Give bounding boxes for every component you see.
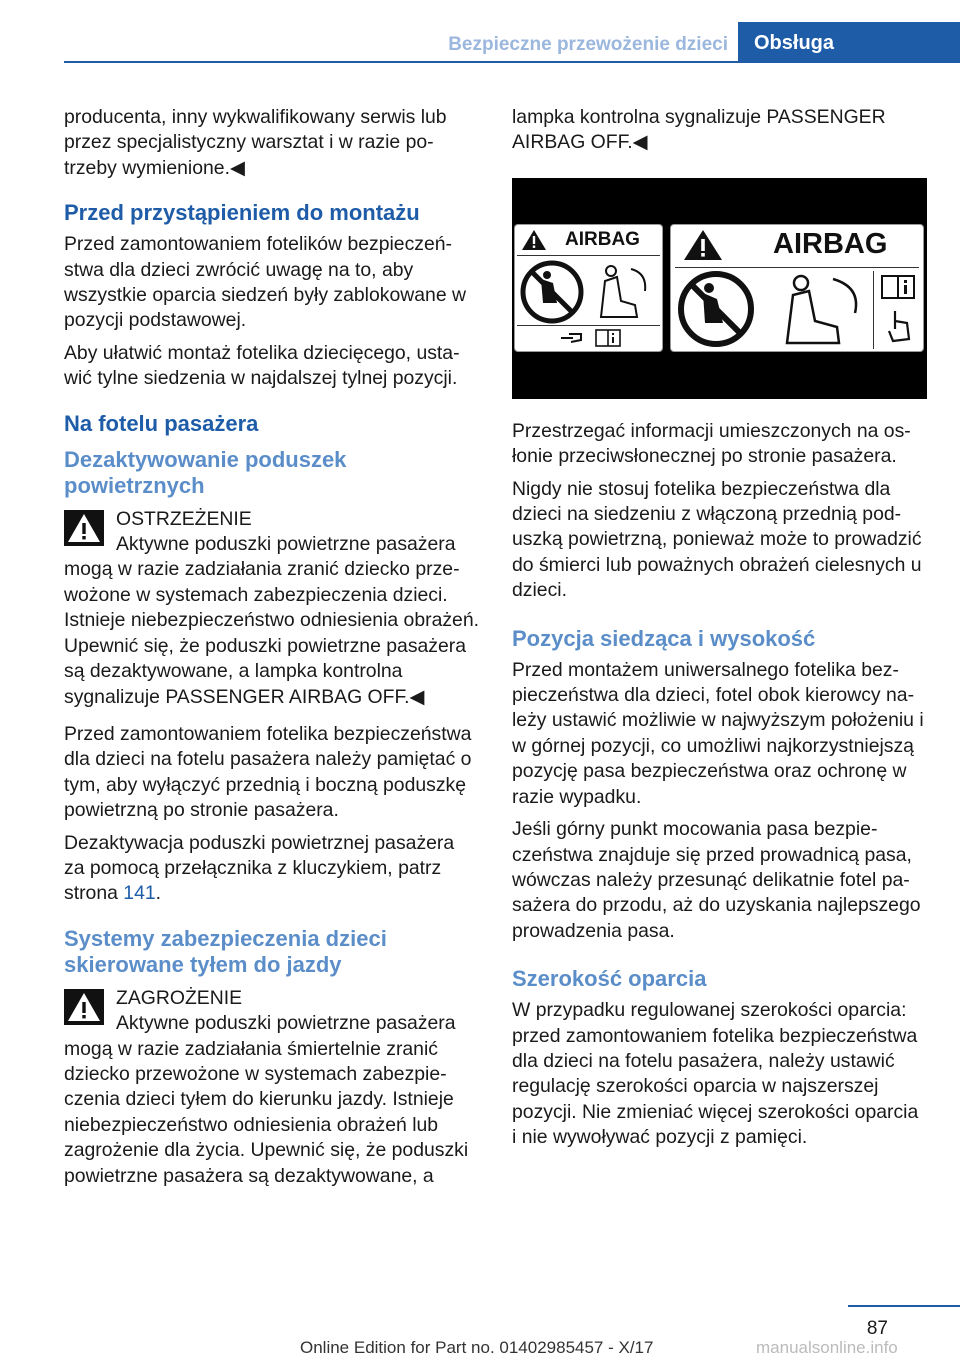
heading-deactivate-airbags: Dezaktywowanie poduszek powietrznych	[64, 446, 347, 498]
danger-title: ZAGROŻENIE	[116, 986, 243, 1009]
paragraph: Przed montażem uniwersalnego fotelika bezpieczeństwa dla dzieci, fotel obok kierowcy należy ustawić możliwie w najwyższym położeniu i w górnej pozycji, co umożliwi najkorzystniejszą pozycję pasa bezpieczeństwa oraz ochronę w razie wypadku.	[512, 658, 924, 808]
page-link[interactable]: 141	[123, 882, 156, 905]
paragraph	[64, 831, 479, 907]
warning-text: Aktywne poduszki powietrzne pasażera mogą w razie zadziałania zranić dziecko przewożone w systemach zabezpieczenia dzieci. Istnieje niebezpieczeństwo odniesienia obrażeń. Upewnić się, że poduszki powietrzne pasażera są dezaktywowane, a lampka kontrolna sygnalizuje PASSENGER AIRBAG OFF.◀	[64, 533, 480, 708]
airbag-label-small	[514, 224, 663, 352]
warning-triangle-icon	[521, 229, 547, 251]
page-number: 87	[866, 1318, 888, 1339]
paragraph: Jeśli górny punkt mocowania pasa bezpieczeństwa znajduje się przed prowadnicą pasa, wówczas należy przesunąć delikatnie fotel pasażera do przodu, aż do uzyskania najlepszego prowadzenia pasa.	[512, 818, 921, 942]
footer-rule	[848, 1305, 960, 1307]
airbag-label-large	[670, 224, 924, 352]
heading-before-mounting: Przed przystąpieniem do montażu	[64, 200, 420, 226]
paragraph: Nigdy nie stosuj fotelika bezpieczeństwa dla dzieci na siedzeniu z włączoną przednią poduszką powietrzną, ponieważ może to prowadzić do śmierci lub poważnych obrażeń cielesnych u dzieci.	[512, 477, 922, 602]
header-rule	[64, 61, 960, 63]
warning-title: OSTRZEŻENIE	[116, 507, 252, 530]
right-column	[512, 105, 927, 1158]
airbag-label-title: AIRBAG	[773, 227, 888, 260]
warning-box	[64, 507, 479, 710]
heading-passenger-seat: Na fotelu pasażera	[64, 410, 259, 436]
manual-book-icon	[595, 329, 621, 347]
heading-rear-facing-systems: Systemy zabezpieczenia dzieci skierowane tyłem do jazdy	[64, 925, 387, 977]
watermark: manualsonline.info	[756, 1338, 898, 1357]
paragraph: Przestrzegać informacji umieszczonych na osłonie przeciwsłonecznej po stronie pasażera.	[512, 419, 911, 468]
paragraph: producenta, inny wykwalifikowany serwis lub przez specjalistyczny warsztat i w razie potrzeby wymienione.◀	[64, 106, 447, 179]
paragraph: Aby ułatwić montaż fotelika dziecięcego, ustawić tylne siedzenia w najdalszej tylnej pozycji.	[64, 341, 460, 390]
section-tab[interactable]: Obsługa	[738, 22, 960, 62]
no-rear-facing-seat-icon	[519, 259, 585, 325]
period: .	[155, 882, 162, 905]
airbag-seat-icon	[771, 271, 867, 349]
pointing-hand-icon	[885, 309, 913, 343]
heading-backrest-width: Szerokość oparcia	[512, 966, 707, 992]
airbag-seat-icon	[591, 261, 655, 323]
manual-book-icon	[881, 275, 915, 299]
warning-triangle-icon	[64, 510, 104, 546]
paragraph: lampka kontrolna sygnalizuje PASSENGER AIRBAG OFF.◀	[512, 106, 886, 154]
paragraph: Przed zamontowaniem fotelików bezpieczeństwa dla dzieci zwrócić uwagę na to, aby wszystkie oparcia siedzeń były zablokowane w pozycji podstawowej.	[64, 233, 467, 332]
chapter-title: Bezpieczne przewożenie dzieci	[448, 34, 728, 55]
danger-box	[64, 986, 479, 1189]
heading-seat-position: Pozycja siedząca i wysokość	[512, 625, 816, 651]
pointing-hand-icon	[559, 330, 583, 346]
warning-triangle-icon	[683, 229, 723, 261]
no-rear-facing-seat-icon	[675, 269, 757, 349]
edition-text: Online Edition for Part no. 01402985457 - X/17	[300, 1338, 654, 1357]
warning-triangle-icon	[64, 989, 104, 1025]
left-column	[64, 105, 479, 1201]
paragraph-text: Dezaktywacja poduszki powietrznej pasażera za pomocą przełącznika z kluczykiem, patrz strona	[64, 831, 455, 905]
airbag-label-title: AIRBAG	[565, 228, 640, 250]
airbag-warning-label-illustration	[512, 178, 927, 399]
paragraph: W przypadku regulowanej szerokości oparcia: przed zamontowaniem fotelika bezpieczeństwa dla dzieci na fotelu pasażera, należy ustawić regulację szerokości oparcia w najszerszej pozycji. Nie zmieniać więcej szerokości oparcia i nie wywoływać pozycji z pamięci.	[512, 999, 919, 1149]
paragraph: Przed zamontowaniem fotelika bezpieczeństwa dla dzieci na fotelu pasażera należy pamiętać o tym, aby wyłączyć przednią i boczną poduszkę powietrzną po stronie pasażera.	[64, 722, 472, 822]
danger-text: Aktywne poduszki powietrzne pasażera mogą w razie zadziałania śmiertelnie zranić dziecko przewożone w systemach zabezpieczenia dzieci tyłem do kierunku jazdy. Istnieje niebezpieczeństwo odniesienia obrażeń lub zagrożenie dla życia. Upewnić się, że poduszki powietrzne pasażera są dezaktywowane, a	[64, 1012, 469, 1187]
